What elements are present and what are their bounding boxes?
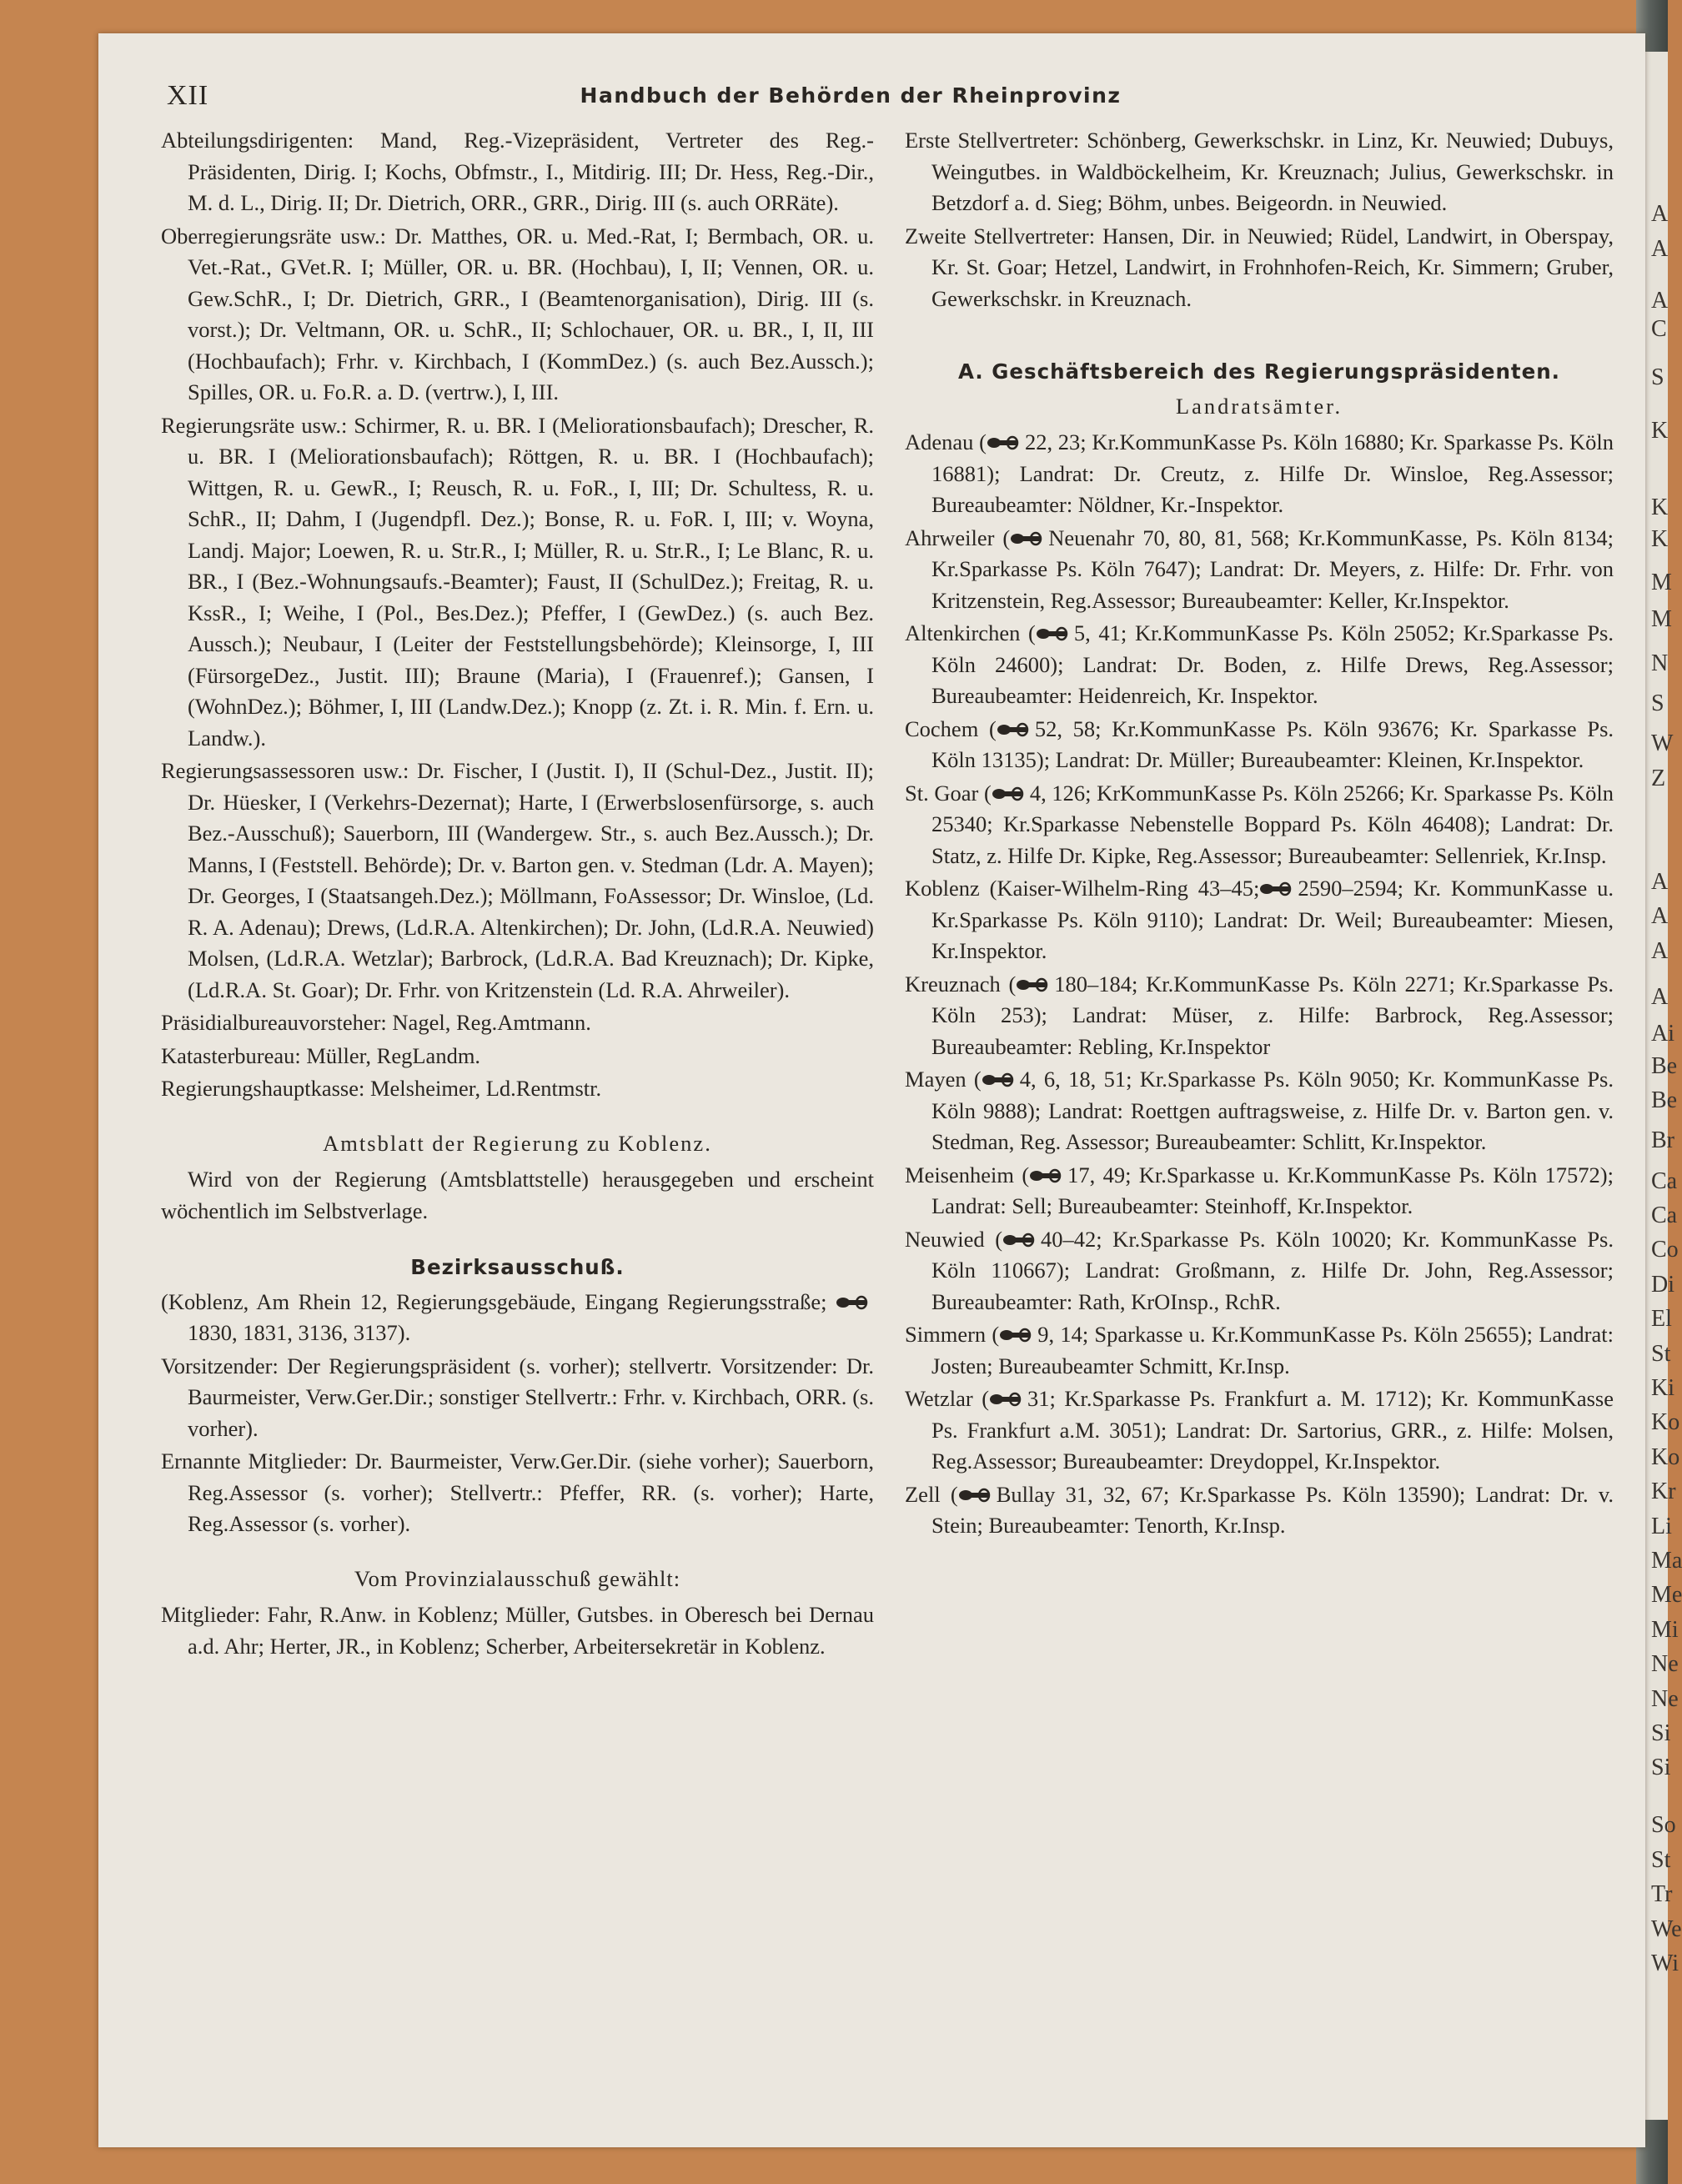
next-page-fragment: Di — [1651, 1271, 1674, 1298]
landratsamt-entry — [905, 873, 1614, 967]
landratsamt-entry — [905, 523, 1614, 617]
text-abteilungsdirigenten: Abteilungsdirigenten: Mand, Reg.-Vizepräsident, Vertreter des Reg.-Präsidenten, Dirig. I; Kochs, Obfmstr., I., Mitdirig. III; Dr. Hess, Reg.-Dir., M. d. L., Dirig. II; Dr. Dietrich, ORR., GRR., Dirig. III (s. auch ORRäte). — [161, 128, 874, 215]
landratsamt-entry — [905, 1319, 1614, 1382]
next-page-fragment: St — [1651, 1846, 1671, 1873]
telephone-icon — [997, 722, 1030, 737]
office-name: Meisenheim ( — [905, 1162, 1030, 1187]
next-page-fragment: Si — [1651, 1720, 1671, 1746]
office-details: 2590–2594; Kr. KommunKasse u. Kr.Sparkasse Ps. Köln 9110); Landrat: Dr. Weil; Bureaubeamter: Miesen, Kr.Inspektor. — [931, 876, 1614, 963]
telephone-icon — [1002, 1233, 1036, 1248]
next-page-fragment: Wi — [1651, 1951, 1679, 1976]
next-page-fragment: We — [1651, 1915, 1682, 1942]
office-details: Bullay 31, 32, 67; Kr.Sparkasse Ps. Köln 13590); Landrat: Dr. v. Stein; Bureaubeamter: Tenorth, Kr.Insp. — [931, 1481, 1614, 1538]
office-name: Altenkirchen ( — [905, 620, 1036, 645]
office-details: 31; Kr.Sparkasse Ps. Frankfurt a. M. 1712); Kr. KommunKasse Ps. Frankfurt a.M. 3051); Landrat: Dr. Sartorius, GRR., z. Hilfe: Molsen, Reg.Assessor; Bureaubeamter: Dreydoppel, Kr.Inspektor. — [931, 1386, 1614, 1474]
office-name: Cochem ( — [905, 715, 997, 741]
next-page-fragment: M — [1651, 570, 1672, 595]
right-column — [905, 125, 1614, 1544]
next-page-fragment: W — [1651, 731, 1674, 757]
office-name: Wetzlar ( — [905, 1386, 990, 1411]
text-erste-stellvertreter: Erste Stellvertreter: Schönberg, Gewerkschskr. in Linz, Kr. Neuwied; Dubuys, Weingutbes. in Waldböckelheim, Kr. Kreuznach; Julius, Gewerkschskr. in Betzdorf a. d. Sieg; Böhm, unbes. Beigeordn. in Neuwied. — [905, 128, 1614, 215]
telephone-icon — [836, 1295, 869, 1310]
office-details: 4, 6, 18, 51; Kr.Sparkasse Ps. Köln 9050; Kr. KommunKasse Ps. Köln 9888); Landrat: Roettgen auftragsweise, z. Hilfe Dr. v. Barton gen. v. Stedman, Reg. Assessor; Bureaubeamter: Schlitt, Kr.Inspektor. — [931, 1067, 1614, 1154]
telephone-icon — [999, 1328, 1032, 1343]
next-page-fragment: Br — [1651, 1127, 1674, 1154]
next-page-fragment: A — [1651, 287, 1669, 314]
next-page-fragment: A — [1651, 235, 1669, 262]
office-details: Neuenahr 70, 80, 81, 568; Kr.KommunKasse, Ps. Köln 8134; Kr.Sparkasse Ps. Köln 7647); Landrat: Dr. Meyers, z. Hilfe: Dr. Frhr. von Kritzenstein, Reg.Assessor; Bureaubeamter: Keller, Kr.Inspektor. — [931, 525, 1614, 613]
office-details: 5, 41; Kr.KommunKasse Ps. Köln 25052; Kr.Sparkasse Ps. Köln 24600); Landrat: Dr. Boden, z. Hilfe Drews, Reg.Assessor; Bureaubeamter: Heidenreich, Kr. Inspektor. — [931, 620, 1614, 708]
left-column — [161, 125, 874, 1664]
next-page-fragment: Ki — [1651, 1375, 1674, 1401]
landratsamt-entry — [905, 714, 1614, 776]
next-page-fragment: A — [1651, 983, 1669, 1010]
next-page-fragment: Be — [1651, 1052, 1678, 1079]
next-page-fragment: A — [1651, 903, 1669, 930]
next-page-fragment: K — [1651, 417, 1669, 444]
telephone-icon — [1010, 531, 1043, 546]
landratsamt-entry — [905, 1383, 1614, 1478]
next-page-fragment: S — [1651, 364, 1664, 391]
text-katasterbureau: Katasterbureau: Müller, RegLandm. — [161, 1042, 481, 1068]
text-zweite-stellvertreter: Zweite Stellvertreter: Hansen, Dir. in Neuwied; Rüdel, Landwirt, in Oberspay, Kr. St. Goar; Hetzel, Landwirt, in Frohnhofen-Reich, Kr. Simmern; Gruber, Gewerkschskr. in Kreuznach. — [905, 223, 1614, 311]
page-header-title: Handbuch der Behörden der Rheinprovinz — [580, 83, 1122, 108]
landratsamt-entry — [905, 778, 1614, 872]
next-page-fragment: Co — [1651, 1237, 1679, 1263]
telephone-icon — [1029, 1168, 1062, 1183]
office-details: 22, 23; Kr.KommunKasse Ps. Köln 16880; Kr. Sparkasse Ps. Köln 16881); Landrat: Dr. Creutz, z. Hilfe Dr. Winsloe, Reg.Assessor; Bureaubeamter: Nöldner, Kr.-Inspektor. — [931, 429, 1614, 517]
next-page-fragment: El — [1651, 1306, 1672, 1333]
next-page-fragment: K — [1651, 525, 1669, 552]
next-page-fragment: So — [1651, 1812, 1676, 1839]
telephone-icon — [987, 435, 1020, 450]
landratsamt-entry — [905, 1479, 1614, 1542]
next-page-fragment: A — [1651, 937, 1669, 964]
amtsblatt-heading: Amtsblatt der Regierung zu Koblenz. — [323, 1130, 712, 1156]
next-page-fragment: K — [1651, 495, 1669, 521]
office-details: 17, 49; Kr.Sparkasse u. Kr.KommunKasse Ps. Köln 17572); Landrat: Sell; Bureaubeamter: Steinhoff, Kr.Inspektor. — [931, 1162, 1614, 1218]
office-name: Ahrweiler ( — [905, 525, 1011, 550]
landratsamt-entry — [905, 1160, 1614, 1223]
next-page-fragment: Tr — [1651, 1881, 1673, 1908]
next-page-fragment: A — [1651, 201, 1669, 228]
next-page-fragment: A — [1651, 868, 1669, 895]
office-name: St. Goar ( — [905, 780, 992, 806]
landratsamt-entry — [905, 1064, 1614, 1158]
next-page-fragment: Ko — [1651, 1409, 1680, 1436]
text-oberregierungsraete: Oberregierungsräte usw.: Dr. Matthes, OR. u. Med.-Rat, I; Bermbach, OR. u. Vet.-Rat., GVet.R. I; Müller, OR. u. BR. (Hochbau), I, II; Vennen, OR. u. Gew.SchR., I; Dr. Dietrich, GRR., I (Beamtenorganisation), Dirig. III (s. vorst.); Dr. Veltmann, OR. u. SchR., II; Schlochauer, OR. u. BR., I, II, III (Hochbaufach); Frhr. v. Kirchbach, I (KommDez.) (s. auch Bez.Aussch.); Spilles, OR. u. Fo.R. a. D. (vertrw.), I, III. — [161, 223, 874, 404]
telephone-icon — [992, 786, 1025, 801]
office-name: Mayen ( — [905, 1067, 982, 1092]
amtsblatt-text: Wird von der Regierung (Amtsblattstelle) herausgegeben und erscheint wöchentlich im Selbstverlage. — [161, 1167, 874, 1223]
office-name: Adenau ( — [905, 429, 987, 454]
landratsamt-entry — [905, 618, 1614, 712]
next-page-fragment: C — [1651, 316, 1667, 343]
bezirksausschuss-address — [161, 1287, 874, 1349]
telephone-icon — [982, 1072, 1015, 1087]
next-page-fragment: M — [1651, 606, 1672, 633]
office-name: Kreuznach ( — [905, 971, 1017, 997]
address-text: (Koblenz, Am Rhein 12, Regierungsgebäude, Eingang Regierungsstraße; — [161, 1288, 827, 1314]
text-mitglieder: Mitglieder: Fahr, R.Anw. in Koblenz; Müller, Gutsbes. in Oberesch bei Dernau a.d. Ahr; Herter, JR., in Koblenz; Scherber, Arbeitersekretär in Koblenz. — [161, 1602, 874, 1659]
landratsamt-entry — [905, 1224, 1614, 1318]
telephone-icon — [989, 1392, 1022, 1407]
telephone-icon — [1259, 881, 1293, 896]
next-page-fragment: Ne — [1651, 1685, 1679, 1712]
next-page-fragment: Mi — [1651, 1616, 1679, 1643]
next-page-fragment: S — [1651, 690, 1664, 716]
next-page-fragment: St — [1651, 1340, 1671, 1367]
bezirksausschuss-heading: Bezirksausschuß. — [410, 1255, 625, 1279]
next-page-fragment: Ko — [1651, 1443, 1680, 1470]
telephone-icon — [958, 1488, 992, 1503]
next-page-fragment: Be — [1651, 1087, 1678, 1113]
page-number: XII — [167, 80, 209, 111]
text-vorsitzender: Vorsitzender: Der Regierungspräsident (s. vorher); stellvertr. Vorsitzender: Dr. Baurmeister, Verw.Ger.Dir.; sonstiger Stellvertr.: Frhr. v. Kirchbach, ORR. (s. vorher). — [161, 1353, 874, 1441]
next-page-fragment: Ai — [1651, 1020, 1674, 1047]
telephone-icon — [1036, 626, 1069, 641]
office-details: 9, 14; Sparkasse u. Kr.KommunKasse Ps. Köln 25655); Landrat: Josten; Bureaubeamter Schmitt, Kr.Insp. — [931, 1322, 1614, 1378]
landratsamt-entry — [905, 969, 1614, 1063]
office-name: Zell ( — [905, 1481, 958, 1507]
office-details: 40–42; Kr.Sparkasse Ps. Köln 10020; Kr. KommunKasse Ps. Köln 110667); Landrat: Großmann, z. Hilfe Dr. John, Reg.Assessor; Bureaubeamter: Rath, KrOInsp., RchR. — [931, 1226, 1614, 1314]
provinzialausschuss-heading: Vom Provinzialausschuß gewählt: — [354, 1565, 681, 1591]
landratsamt-entry — [905, 427, 1614, 521]
office-details: 4, 126; KrKommunKasse Ps. Köln 25266; Kr. Sparkasse Ps. Köln 25340; Kr.Sparkasse Nebenstelle Boppard Ps. Köln 46408); Landrat: Dr. Statz, z. Hilfe Dr. Kipke, Reg.Assessor; Bureaubeamter: Sellenriek, Kr.Insp. — [931, 780, 1614, 868]
next-page-fragment: Ca — [1651, 1202, 1678, 1228]
section-heading: A. Geschäftsbereich des Regierungspräsidenten. — [958, 359, 1560, 384]
text-praesidialbureau: Präsidialbureauvorsteher: Nagel, Reg.Amtmann. — [161, 1010, 591, 1035]
office-name: Koblenz (Kaiser-Wilhelm-Ring 43–45; — [905, 876, 1260, 901]
next-page-fragment: Si — [1651, 1755, 1671, 1781]
next-page-fragment: Li — [1651, 1513, 1672, 1539]
text-ernannte-mitglieder: Ernannte Mitglieder: Dr. Baurmeister, Verw.Ger.Dir. (siehe vorher); Sauerborn, Reg.Assessor (s. vorher); Stellvertr.: Pfeffer, RR. (s. vorher); Harte, Reg.Assessor (s. vorher). — [161, 1448, 874, 1536]
text-regierungsassessoren: Regierungsassessoren usw.: Dr. Fischer, I (Justit. I), II (Schul-Dez., Justit. II); Dr. Hüesker, I (Verkehrs-Dezernat); Harte, I (Erwerbslosenfürsorge, s. auch Bez.-Ausschuß); Sauerborn, III (Wandergew. Str., s. auch Bez.Aussch.); Dr. Manns, I (Feststell. Behörde); Dr. v. Barton gen. v. Stedman (Ldr. A. Mayen); Dr. Georges, I (Staatsangeh.Dez.); Möllmann, FoAssessor; Dr. Winsloe, (Ld. R. A. Adenau); Drews, (Ld.R.A. Altenkirchen); Dr. John, (Ld.R.A. Neuwied) Molsen, (Ld.R.A. Wetzlar); Barbrock, (Ld.R.A. Bad Kreuznach); Dr. Kipke, (Ld.R.A. St. Goar); Dr. Frhr. von Kritzenstein (Ld. R.A. Ahrweiler). — [161, 758, 874, 1002]
landratsaemter-heading: Landratsämter. — [1175, 393, 1343, 419]
office-details: 180–184; Kr.KommunKasse Ps. Köln 2271; Kr.Sparkasse Ps. Köln 253); Landrat: Müser, z. Hilfe: Barbrock, Reg.Assessor; Bureaubeamter: Rebling, Kr.Inspektor — [931, 971, 1614, 1059]
text-regierungsraete: Regierungsräte usw.: Schirmer, R. u. BR. I (Meliorationsbaufach); Drescher, R. u. BR. I (Meliorationsbaufach); Röttgen, R. u. BR. I (Hochbaufach); Wittgen, R. u. GewR., I; Reusch, R. u. FoR., I, III; Dr. Schultess, R. u. SchR., II; Dahm, I (Jugendpfl. Dez.); Bonse, R. u. FoR. I, III; v. Woyna, Landj. Major; Loewen, R. u. Str.R., I; Müller, R. u. Str.R., I; Le Blanc, R. u. BR., I (Bez.-Wohnungsaufs.-Beamter); Faust, II (SchulDez.); Freitag, R. u. KssR., I; Weihe, I (Pol., Bes.Dez.); Pfeffer, I (GewDez.) (s. auch Bez. Aussch.); Neubaur, I (Leiter der Feststellungsbehörde); Kleinsorge, I, III (FürsorgeDez., Justit. III); Braune (Maria), I (Frauenref.); Gansen, I (WohnDez.); Böhmer, I, III (Landw.Dez.); Knopp (z. Zt. i. R. Min. f. Ern. u. Landw.). — [161, 412, 874, 751]
next-page-fragment: Ma — [1651, 1548, 1682, 1574]
landratsaemter-list — [905, 427, 1614, 1542]
next-page-fragment: Me — [1651, 1582, 1682, 1609]
text-hauptkasse: Regierungshauptkasse: Melsheimer, Ld.Rentmstr. — [161, 1076, 602, 1101]
next-page-fragment: Ca — [1651, 1167, 1678, 1194]
running-head — [167, 80, 1534, 113]
next-page-fragment: Ne — [1651, 1651, 1679, 1678]
address-phone: 1830, 1831, 3136, 3137). — [188, 1320, 411, 1345]
telephone-icon — [1016, 977, 1049, 992]
next-page-fragment: Z — [1651, 765, 1666, 791]
office-name: Neuwied ( — [905, 1226, 1003, 1252]
next-page-fragment: Kr — [1651, 1479, 1676, 1505]
office-name: Simmern ( — [905, 1322, 1000, 1347]
office-details: 52, 58; Kr.KommunKasse Ps. Köln 93676; Kr. Sparkasse Ps. Köln 13135); Landrat: Dr. Müller; Bureaubeamter: Kleinen, Kr.Inspektor. — [931, 715, 1614, 772]
next-page-fragment: N — [1651, 650, 1669, 676]
